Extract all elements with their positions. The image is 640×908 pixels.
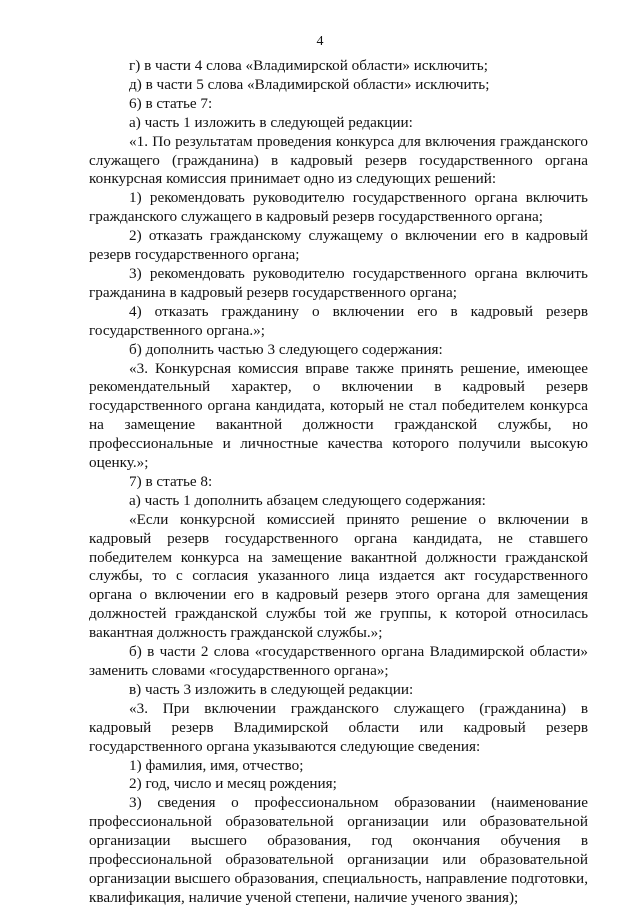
paragraph-article-7: 6) в статье 7:	[129, 94, 213, 112]
paragraph-decision-2: 2) отказать гражданскому служащему о включении его в кадровый резерв государственного органа;	[89, 227, 588, 264]
paragraph-part-3-text: «3. Конкурсная комиссия вправе также принять решение, имеющее рекомендательный характер, о включении в кадровый резерв государственного органа кандидата, который не стал победителем конкурса на замещение вакантной должности гражданской службы, но профессиональные и личностные качества которого получили высокую оценку.»;	[89, 359, 588, 472]
paragraph-article-8-a: а) часть 1 дополнить абзацем следующего содержания:	[129, 491, 486, 509]
paragraph-part-1-text: «1. По результатам проведения конкурса для включения гражданского служащего (гражданина) в кадровый резерв государственного органа конкурсная комиссия принимает одно из следующих решений:	[89, 132, 588, 188]
paragraph-article-8-v: в) часть 3 изложить в следующей редакции:	[129, 680, 414, 698]
paragraph-info-2: 2) год, число и месяц рождения;	[129, 775, 337, 793]
paragraph-article-8-v-text: «3. При включении гражданского служащего (гражданина) в кадровый резерв Владимирской области или кадровый резерв государственного органа указываются следующие сведения:	[89, 699, 588, 755]
paragraph-article-8-a-text: «Если конкурсной комиссией принято решение о включении в кадровый резерв государственного органа кандидата, не ставшего победителем конкурса на замещение вакантной должности гражданской службы, то с согласия указанного лица издается акт государственного органа о включении его в кадровый резерв этого органа для замещения должностей гражданской службы той же группы, к которой относилась вакантная должность гражданской службы.»;	[89, 510, 588, 642]
paragraph-info-1: 1) фамилия, имя, отчество;	[129, 756, 304, 774]
page-number: 4	[316, 34, 324, 49]
paragraph-article-7-b: б) дополнить частью 3 следующего содержания:	[129, 340, 443, 358]
paragraph-item-d: д) в части 5 слова «Владимирской области» исключить;	[129, 75, 490, 93]
paragraph-decision-4: 4) отказать гражданину о включении его в кадровый резерв государственного органа.»;	[89, 302, 588, 339]
paragraph-item-g: г) в части 4 слова «Владимирской области» исключить;	[129, 57, 488, 74]
paragraph-article-8-b: б) в части 2 слова «государственного органа Владимирской области» заменить словами «государственного органа»;	[89, 643, 588, 679]
paragraph-info-3: 3) сведения о профессиональном образовании (наименование профессиональной образовательной организации или образовательной организации высшего образования, год окончания обучения в профессиональной образовательной организации или образовательной организации высшего образования, специальность, направление подготовки, квалификация, наличие ученой степени, наличие ученого звания);	[89, 794, 588, 906]
document-body	[89, 57, 588, 908]
paragraph-decision-1: 1) рекомендовать руководителю государственного органа включить гражданского служащего в кадровый резерв государственного органа;	[89, 189, 588, 226]
paragraph-article-8: 7) в статье 8:	[129, 472, 213, 490]
paragraph-decision-3: 3) рекомендовать руководителю государственного органа включить гражданина в кадровый резерв государственного органа;	[89, 264, 588, 301]
paragraph-article-7-a: а) часть 1 изложить в следующей редакции:	[129, 113, 413, 131]
